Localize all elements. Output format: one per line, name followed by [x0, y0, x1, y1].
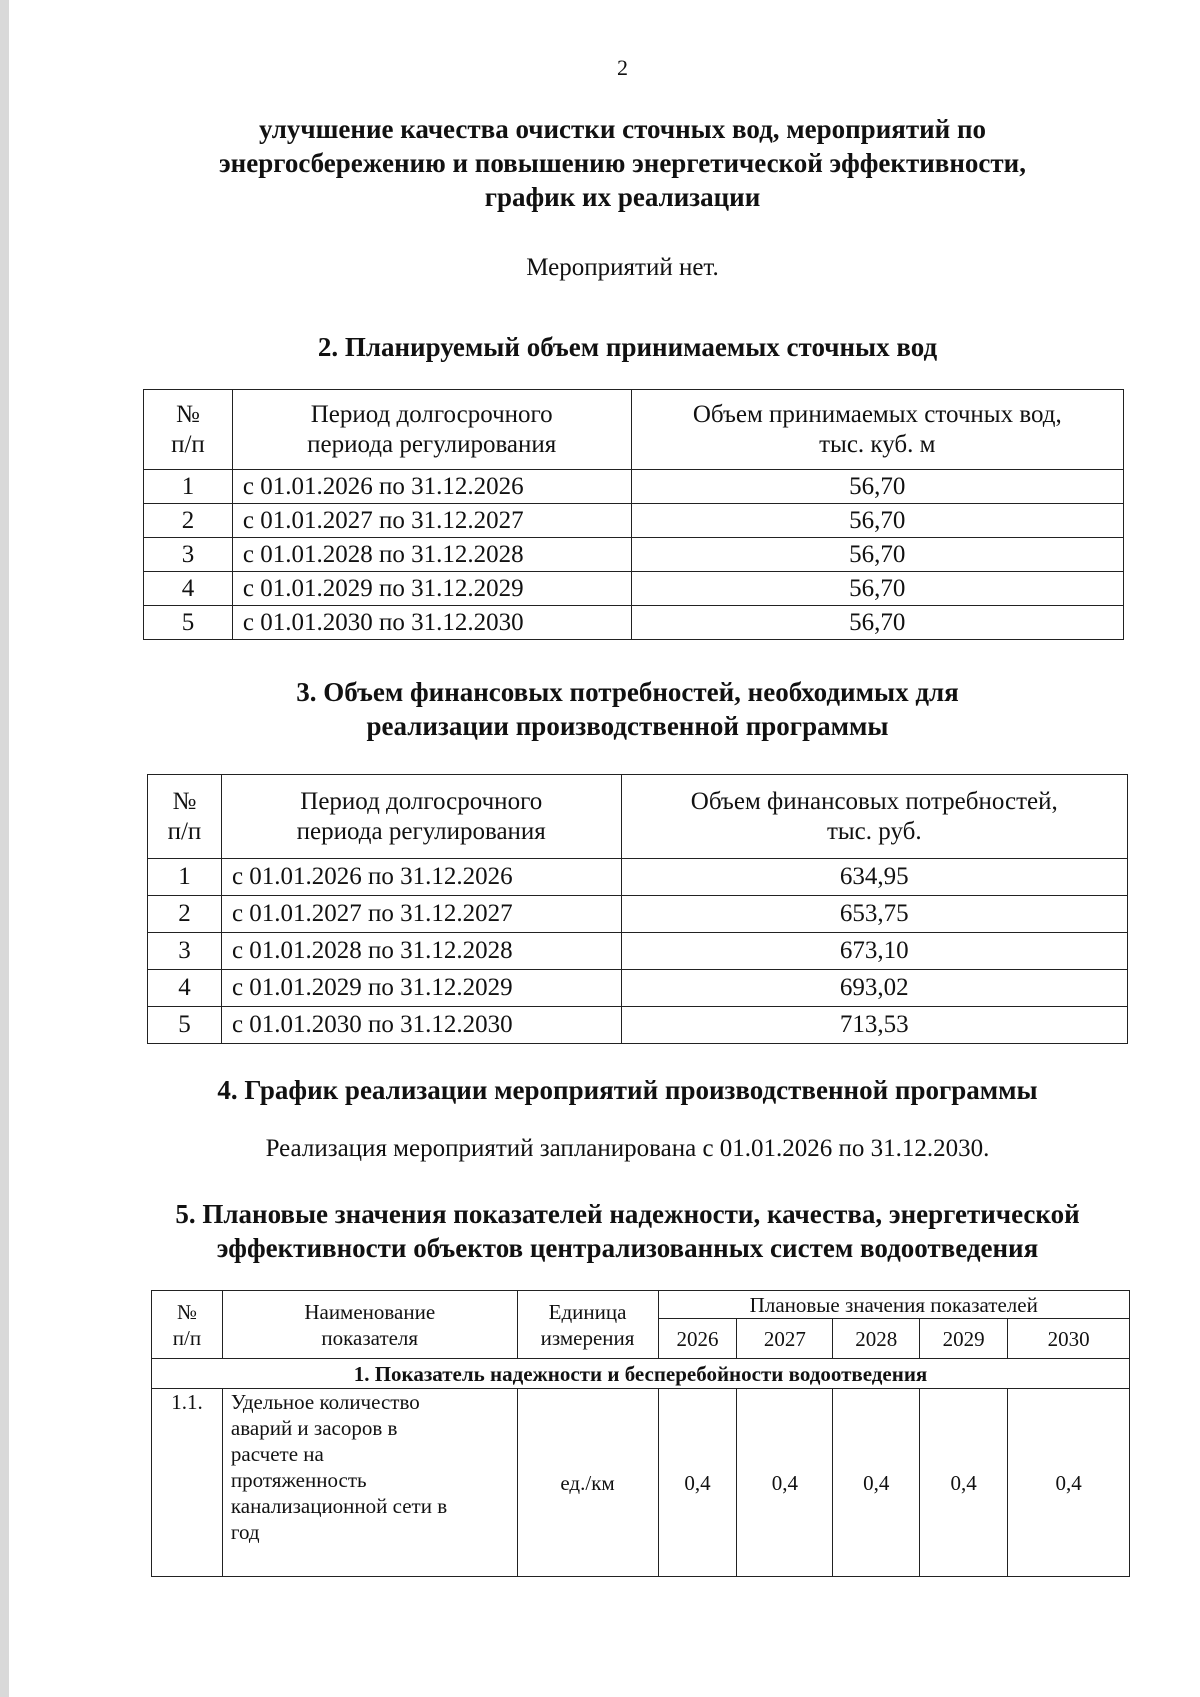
- header-num: № п/п: [152, 1291, 223, 1359]
- table-row: 2 с 01.01.2027 по 31.12.2027 653,75: [148, 896, 1128, 933]
- table-row: 5 с 01.01.2030 по 31.12.2030 56,70: [144, 606, 1124, 640]
- intro-heading: [0, 112, 1200, 214]
- header-year: 2027: [737, 1319, 833, 1359]
- table-row: 2 с 01.01.2027 по 31.12.2027 56,70: [144, 504, 1124, 538]
- indicator-unit: ед./км: [517, 1389, 658, 1577]
- section4-title: 4. График реализации мероприятий производственной программы: [217, 1075, 1038, 1105]
- header-num: № п/п: [148, 775, 222, 859]
- header-finance: Объем финансовых потребностей, тыс. руб.: [621, 775, 1127, 859]
- table-row: 1 с 01.01.2026 по 31.12.2026 634,95: [148, 859, 1128, 896]
- section5-table: [151, 1290, 1130, 1577]
- header-unit: Единица измерения: [517, 1291, 658, 1359]
- section5-title: 5. Плановые значения показателей надежности, качества, энергетической эффективности объектов централизованных систем водоотведения: [175, 1199, 1080, 1263]
- value-2027: 0,4: [737, 1389, 833, 1577]
- value-2028: 0,4: [833, 1389, 920, 1577]
- intro-heading-line: энергосбережению и повышению энергетической эффективности,: [219, 148, 1026, 178]
- section3-table: [147, 774, 1128, 1044]
- header-year: 2028: [833, 1319, 920, 1359]
- table-row: 1 с 01.01.2026 по 31.12.2026 56,70: [144, 470, 1124, 504]
- table-row: 5 с 01.01.2030 по 31.12.2030 713,53: [148, 1007, 1128, 1044]
- group-heading: 1. Показатель надежности и бесперебойности водоотведения: [152, 1359, 1130, 1389]
- table-row: [152, 1389, 1130, 1577]
- value-2026: 0,4: [658, 1389, 737, 1577]
- header-name: Наименование показателя: [222, 1291, 517, 1359]
- table-row: 4 с 01.01.2029 по 31.12.2029 56,70: [144, 572, 1124, 606]
- header-planned: Плановые значения показателей: [658, 1291, 1130, 1319]
- intro-text: Мероприятий нет.: [526, 254, 719, 281]
- section4-text: Реализация мероприятий запланирована с 01.01.2026 по 31.12.2030.: [265, 1135, 990, 1162]
- value-2029: 0,4: [920, 1389, 1008, 1577]
- table-row: 4 с 01.01.2029 по 31.12.2029 693,02: [148, 970, 1128, 1007]
- page-number: 2: [617, 55, 628, 80]
- intro-heading-line: улучшение качества очистки сточных вод, мероприятий по: [258, 114, 987, 144]
- value-2030: 0,4: [1008, 1389, 1130, 1577]
- header-year: 2026: [658, 1319, 737, 1359]
- header-period: Период долгосрочного периода регулирования: [232, 390, 631, 470]
- header-period: Период долгосрочного периода регулирования: [221, 775, 621, 859]
- section2-title: 2. Планируемый объем принимаемых сточных вод: [317, 332, 938, 362]
- row-number: 1.1.: [152, 1389, 223, 1577]
- header-num: № п/п: [144, 390, 233, 470]
- header-year: 2029: [920, 1319, 1008, 1359]
- header-volume: Объем принимаемых сточных вод, тыс. куб. м: [631, 390, 1123, 470]
- table-row: 3 с 01.01.2028 по 31.12.2028 673,10: [148, 933, 1128, 970]
- table-row: 3 с 01.01.2028 по 31.12.2028 56,70: [144, 538, 1124, 572]
- header-year: 2030: [1008, 1319, 1130, 1359]
- section3-title: 3. Объем финансовых потребностей, необходимых для реализации производственной программы: [296, 677, 959, 741]
- indicator-name: Удельное количество аварий и засоров в расчете на протяженность канализационной сети в год: [222, 1389, 517, 1577]
- section2-table: [143, 389, 1124, 640]
- intro-heading-line: график их реализации: [484, 182, 761, 212]
